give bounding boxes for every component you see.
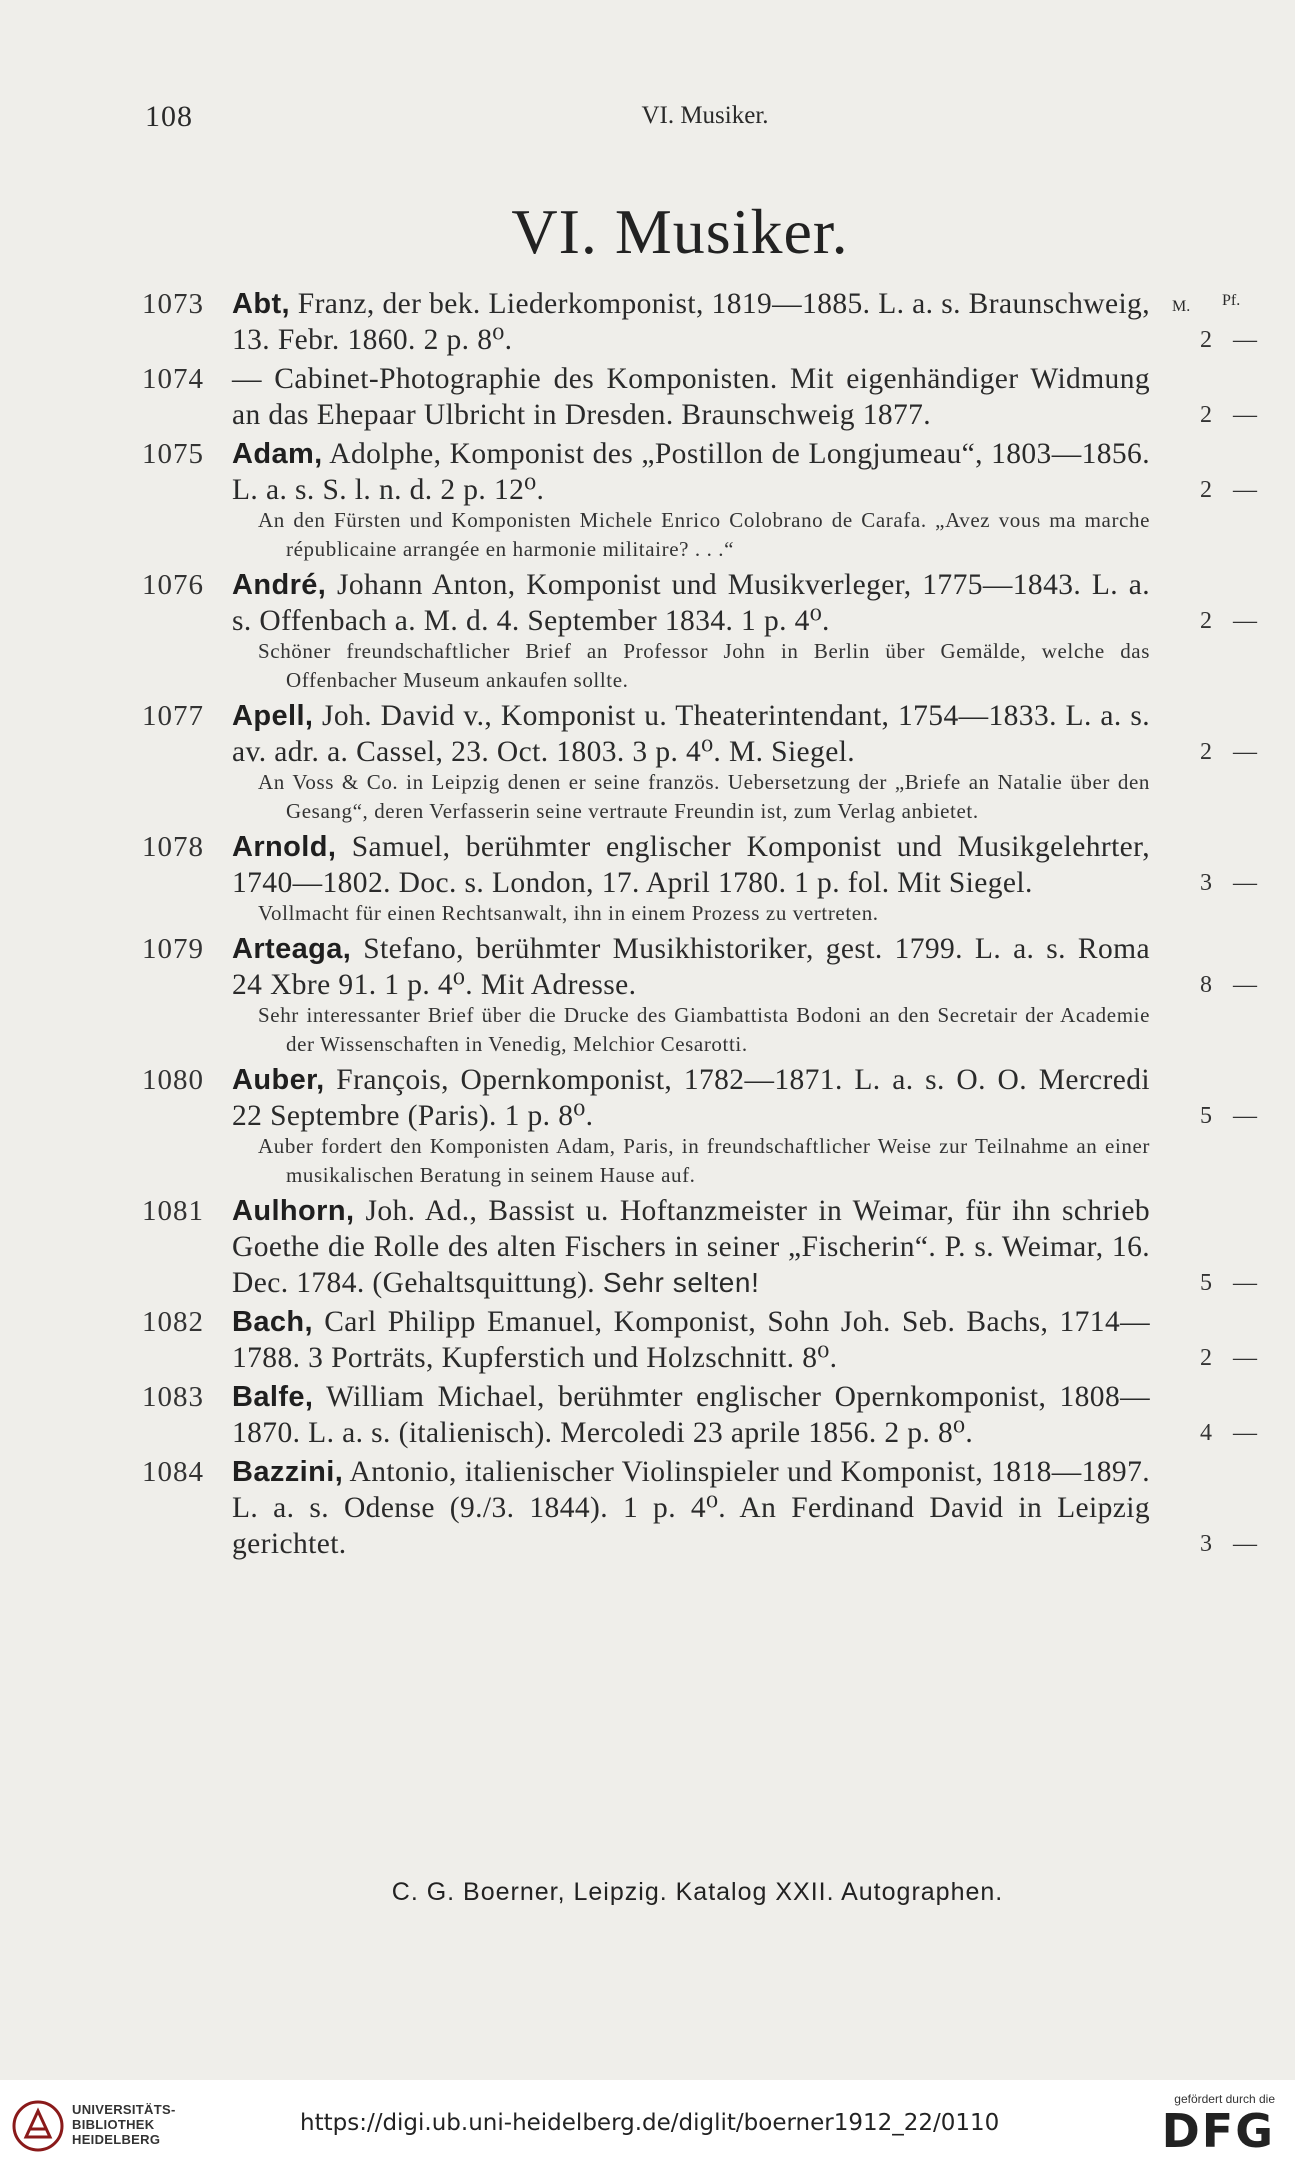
entry-name: Arnold, (232, 831, 337, 863)
column-head-mark: M. (1172, 298, 1191, 315)
entry-number: 1083 (142, 1381, 204, 1413)
digitization-banner (0, 2080, 1295, 2175)
funder-block (1105, 2092, 1275, 2167)
price-pfennig: — (1233, 477, 1257, 503)
catalog-entry (0, 698, 1295, 826)
entry-number: 1074 (142, 363, 204, 395)
price-mark: 3 (1200, 870, 1212, 896)
catalog-entry (0, 829, 1295, 928)
catalog-entry (0, 1062, 1295, 1190)
library-name-line: HEIDELBERG (72, 2132, 161, 2147)
entry-emphasis: Sehr selten! (602, 1267, 760, 1298)
entry-description (232, 829, 1150, 901)
entry-note: Auber fordert den Komponisten Adam, Paris, in freundschaftlicher Weise zur Teilnahme an einer musikalischen Beratung in seinem Hause auf. (258, 1134, 1150, 1187)
entry-text: Antonio, italienischer Violinspieler und Komponist, 1818—1897. L. a. s. Odense (9./3. 1844). 1 p. 4⁰. An Ferdinand David in Leipzig gerichtet. (232, 1456, 1150, 1560)
entry-text: Johann Anton, Komponist und Musikverleger, 1775—1843. L. a. s. Offenbach a. M. d. 4. September 1834. 1 p. 4⁰. (232, 569, 1150, 637)
catalog-entry (0, 931, 1295, 1059)
entry-note: An den Fürsten und Komponisten Michele Enrico Colobrano de Carafa. „Avez vous ma marche républicaine arrangée en harmonie militaire? . . .“ (258, 508, 1150, 561)
entry-name: Balfe, (232, 1381, 314, 1413)
section-title: VI. Musiker. (511, 196, 849, 267)
catalog-entry (0, 1193, 1295, 1301)
entry-number: 1080 (142, 1064, 204, 1096)
price-mark: 2 (1200, 739, 1212, 765)
library-name-line: BIBLIOTHEK (72, 2117, 155, 2132)
price-mark: 5 (1200, 1103, 1212, 1129)
entry-name: André, (232, 569, 327, 601)
running-head (0, 100, 1295, 140)
entry-description (232, 567, 1150, 639)
catalog-entry (0, 1454, 1295, 1562)
catalog-entry (0, 1304, 1295, 1376)
running-title: VI. Musiker. (641, 102, 769, 129)
entry-text: Joh. Ad., Bassist u. Hoftanzmeister in Weimar, für ihn schrieb Goethe die Rolle des alten Fischers in seiner „Fischerin“. P. s. Weimar, 16. Dec. 1784. (Gehaltsquittung). (232, 1195, 1150, 1299)
library-name-line: UNIVERSITÄTS- (72, 2102, 176, 2117)
permalink-url[interactable]: https://digi.ub.uni-heidelberg.de/diglit/boerner1912_22/0110 (300, 2110, 1000, 2136)
catalog-entry (0, 436, 1295, 564)
column-head-pfennig: Pf. (1222, 292, 1241, 309)
price-pfennig: — (1233, 739, 1257, 765)
price-pfennig: — (1233, 870, 1257, 896)
entry-description (232, 436, 1150, 508)
entry-text: Stefano, berühmter Musikhistoriker, gest. 1799. L. a. s. Roma 24 Xbre 91. 1 p. 4⁰. Mit Adresse. (232, 933, 1150, 1001)
entry-description (232, 1304, 1150, 1376)
entry-number: 1082 (142, 1306, 204, 1338)
price-pfennig: — (1233, 1103, 1257, 1129)
entry-description (232, 1454, 1150, 1562)
entry-text: Franz, der bek. Liederkomponist, 1819—1885. L. a. s. Braunschweig, 13. Febr. 1860. 2 p. 8⁰. (232, 288, 1150, 356)
catalog-entry (0, 1379, 1295, 1451)
entry-text: Joh. David v., Komponist u. Theaterintendant, 1754—1833. L. a. s. av. adr. a. Cassel, 23. Oct. 1803. 3 p. 4⁰. M. Siegel. (232, 700, 1150, 768)
entry-description (232, 1062, 1150, 1134)
price-pfennig: — (1233, 327, 1257, 353)
price-mark: 2 (1200, 1345, 1212, 1371)
price-mark: 5 (1200, 1270, 1212, 1296)
entry-note: Sehr interessanter Brief über die Drucke des Giambattista Bodoni an den Secretair der Academie der Wissenschaften in Venedig, Melchior Cesarotti. (258, 1003, 1150, 1056)
price-pfennig: — (1233, 1270, 1257, 1296)
entry-number: 1076 (142, 569, 204, 601)
entry-name: Adam, (232, 438, 323, 470)
catalog-entries (0, 286, 1295, 1565)
entry-name: Bazzini, (232, 1456, 344, 1488)
entry-description (232, 286, 1150, 358)
entry-name: Arteaga, (232, 933, 352, 965)
entry-name: Bach, (232, 1306, 313, 1338)
entry-text: Adolphe, Komponist des „Postillon de Longjumeau“, 1803—1856. L. a. s. S. l. n. d. 2 p. 12⁰. (232, 438, 1150, 506)
price-pfennig: — (1233, 1420, 1257, 1446)
entry-note: Vollmacht für einen Rechtsanwalt, ihn in einem Prozess zu vertreten. (258, 901, 879, 925)
price-mark: 4 (1200, 1420, 1212, 1446)
catalog-entry (0, 286, 1295, 358)
price-mark: 3 (1200, 1531, 1212, 1557)
entry-name: Apell, (232, 700, 314, 732)
price-mark: 2 (1200, 327, 1212, 353)
catalog-entry (0, 361, 1295, 433)
entry-description (232, 361, 1150, 433)
entry-number: 1077 (142, 700, 204, 732)
entry-number: 1084 (142, 1456, 204, 1488)
price-pfennig: — (1233, 608, 1257, 634)
entry-name: Auber, (232, 1064, 325, 1096)
entry-text: François, Opernkomponist, 1782—1871. L. a. s. O. O. Mercredi 22 Septembre (Paris). 1 p. 8⁰. (232, 1064, 1150, 1132)
entry-text: Carl Philipp Emanuel, Komponist, Sohn Joh. Seb. Bachs, 1714—1788. 3 Porträts, Kupferstich und Holzschnitt. 8⁰. (232, 1306, 1150, 1374)
entry-note: An Voss & Co. in Leipzig denen er seine französ. Uebersetzung der „Briefe an Natalie über den Gesang“, deren Verfasserin seine vertraute Freundin ist, zum Verlag anbietet. (258, 770, 1150, 823)
entry-number: 1079 (142, 933, 204, 965)
entry-description (232, 1193, 1150, 1301)
entry-number: 1078 (142, 831, 204, 863)
price-mark: 8 (1200, 972, 1212, 998)
entry-name: Aulhorn, (232, 1195, 355, 1227)
entry-description (232, 698, 1150, 770)
university-seal-icon (12, 2097, 64, 2155)
page-number: 108 (145, 100, 193, 133)
price-mark: 2 (1200, 477, 1212, 503)
entry-description (232, 931, 1150, 1003)
entry-number: 1073 (142, 288, 204, 320)
entry-text: — Cabinet-Photographie des Komponisten. Mit eigenhändiger Widmung an das Ehepaar Ulbricht in Dresden. Braunschweig 1877. (232, 363, 1150, 431)
catalog-footer: C. G. Boerner, Leipzig. Katalog XXII. Autographen. (391, 1878, 1004, 1906)
price-pfennig: — (1233, 972, 1257, 998)
entry-description (232, 1379, 1150, 1451)
entry-note: Schöner freundschaftlicher Brief an Professor John in Berlin über Gemälde, welche das Offenbacher Museum ankaufen sollte. (258, 639, 1150, 692)
price-mark: 2 (1200, 608, 1212, 634)
price-pfennig: — (1233, 1531, 1257, 1557)
price-pfennig: — (1233, 1345, 1257, 1371)
catalog-entry (0, 567, 1295, 695)
price-pfennig: — (1233, 402, 1257, 428)
entry-number: 1075 (142, 438, 204, 470)
entry-number: 1081 (142, 1195, 204, 1227)
entry-text: William Michael, berühmter englischer Opernkomponist, 1808—1870. L. a. s. (italienisch). Mercoledi 23 aprile 1856. 2 p. 8⁰. (232, 1381, 1150, 1449)
library-name (72, 2102, 176, 2147)
funder-label: gefördert durch die (1174, 2092, 1275, 2106)
entry-name: Abt, (232, 288, 290, 320)
dfg-logo: DFG (1161, 2104, 1275, 2158)
price-mark: 2 (1200, 402, 1212, 428)
entry-text: Samuel, berühmter englischer Komponist und Musikgelehrter, 1740—1802. Doc. s. London, 17. April 1780. 1 p. fol. Mit Siegel. (232, 831, 1150, 899)
